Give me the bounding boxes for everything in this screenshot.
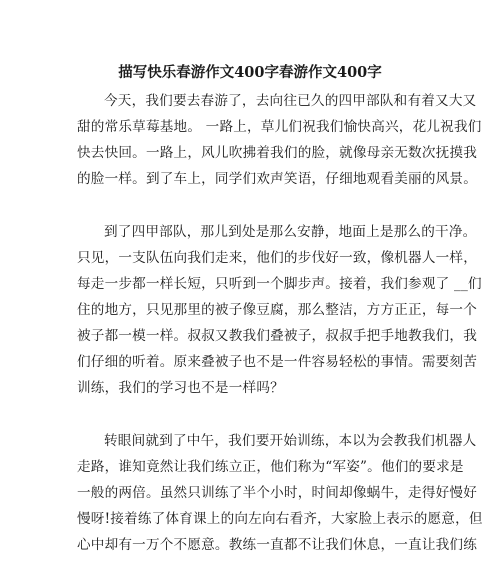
paragraph-2-line-2: 只见，一支队伍向我们走来，他们的步伐好一致，像机器人一样，	[77, 250, 478, 266]
paragraph-2-line-3: 每走一步都一样长短，只听到一个脚步声。接着，我们参观了 __们	[77, 276, 482, 292]
paragraph-2-line-7: 训练，我们的学习也不是一样吗？	[77, 380, 284, 396]
paragraph-2-line-5: 被子都一模一样。叔叔又教我们叠被子，叔叔手把手地教我们，我	[77, 328, 478, 344]
paragraph-1-line-3: 快去快回。一路上，风儿吹拂着我们的脸，就像母亲无数次抚摸我	[77, 145, 478, 161]
paragraph-3-line-4: 慢呀!接着练了体育课上的向左向右看齐，大家脸上表示的愿意，但	[77, 511, 483, 527]
paragraph-1-line-1: 今天，我们要去春游了，去向往已久的四甲部队和有着又大又	[104, 93, 477, 109]
paragraph-2-line-1: 到了四甲部队，那儿到处是那么安静，地面上是那么的干净。	[104, 224, 477, 240]
paragraph-3-line-1: 转眼间就到了中午，我们要开始训练，本以为会教我们机器人	[104, 433, 477, 449]
paragraph-2-line-6: 们仔细的听着。原来叠被子也不是一件容易轻松的事情。需要刻苦	[77, 354, 478, 370]
paragraph-3-line-5: 心中却有一万个不愿意。教练一直都不让我们休息，一直让我们练	[77, 537, 478, 553]
paragraph-3-line-2: 走路，谁知竟然让我们练立正，他们称为“军姿”。他们的要求是	[77, 459, 464, 475]
paragraph-1-line-4: 的脸一样。到了车上，同学们欢声笑语，仔细地观看美丽的风景。	[77, 171, 478, 187]
paragraph-1-line-2: 甜的常乐草莓基地。 一路上，草儿们祝我们愉快高兴，花儿祝我们	[77, 119, 482, 135]
paragraph-3-line-3: 一般的两倍。虽然只训练了半个小时，时间却像蜗牛，走得好慢好	[77, 485, 478, 501]
document-title: 描写快乐春游作文400字春游作文400字	[118, 64, 382, 81]
paragraph-2-line-4: 住的地方，只见那里的被子像豆腐，那么整洁，方方正正，每一个	[77, 302, 478, 318]
